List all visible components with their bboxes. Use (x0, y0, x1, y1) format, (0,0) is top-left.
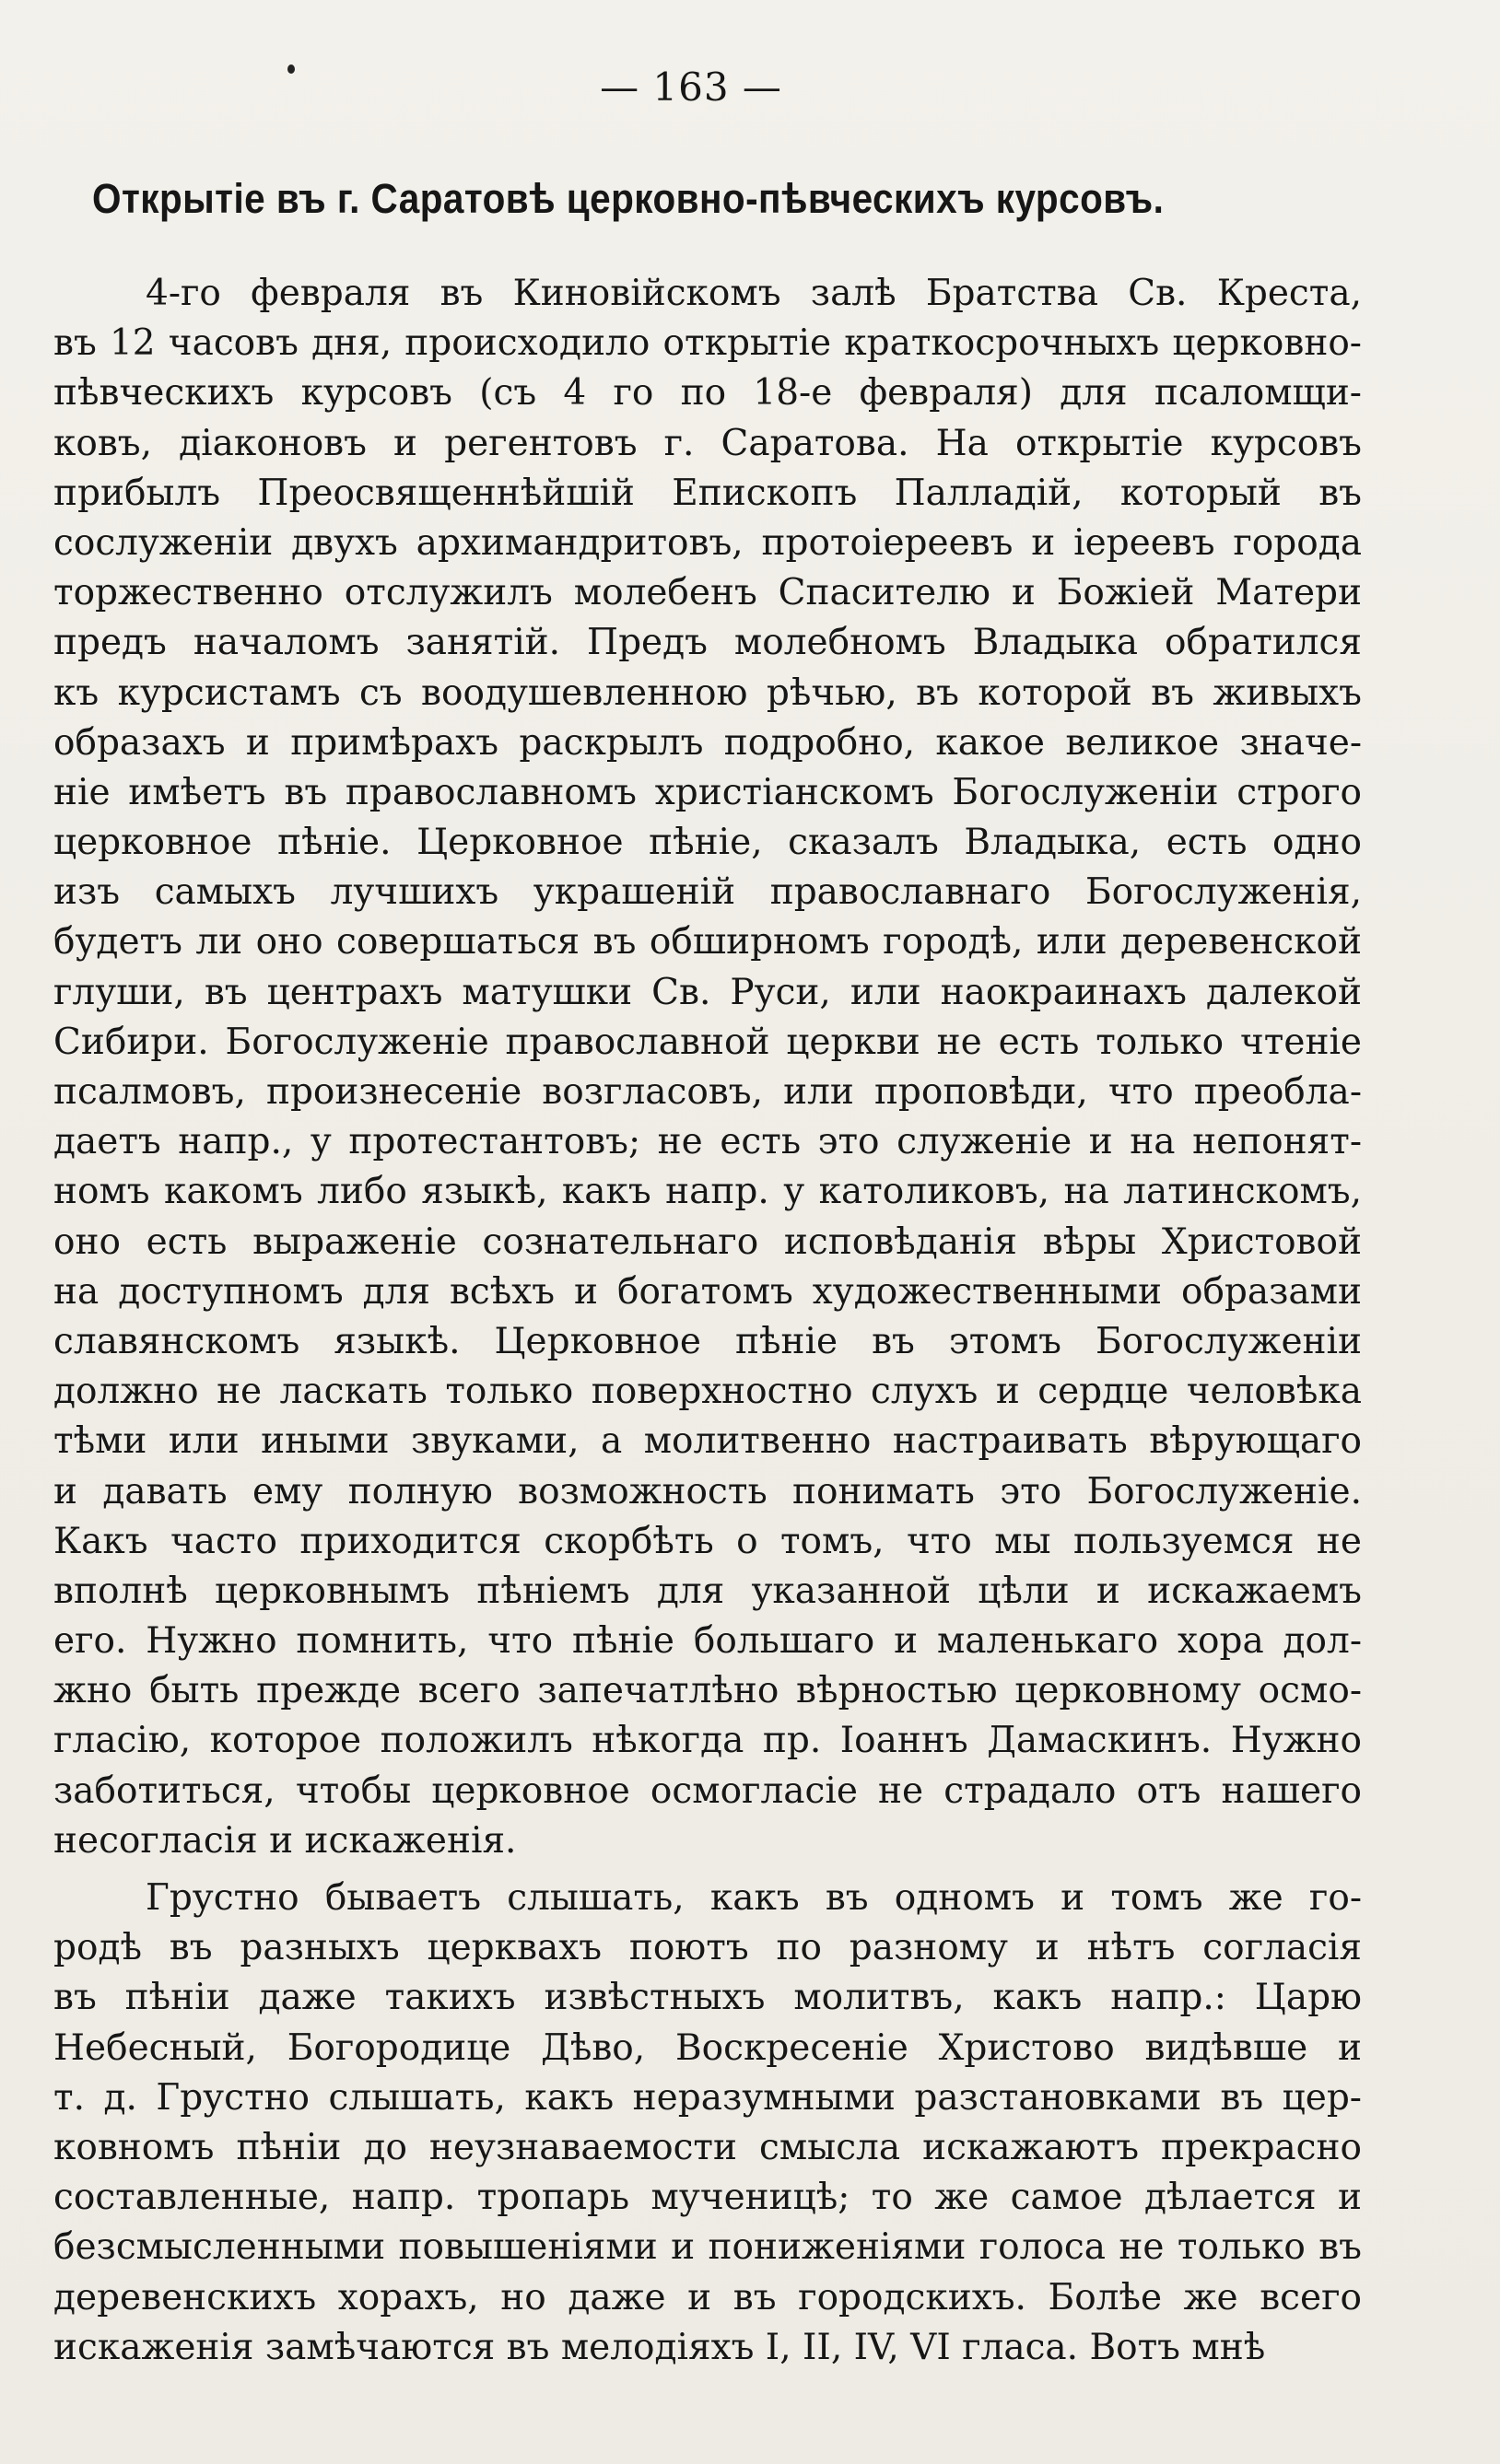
text-line: должно не ласкать только поверхностно слухъ и сердце человѣка (53, 1371, 1362, 1413)
text-line: тѣми или иными звуками, а молитвенно настраивать вѣрующаго (53, 1420, 1362, 1463)
text-line: составленные, напр. тропарь мученицѣ; то же самое дѣлается и (53, 2177, 1362, 2219)
text-line: глуши, въ центрахъ матушки Св. Руси, или наокраинахъ далекой (53, 971, 1362, 1013)
text-line: сослуженіи двухъ архимандритовъ, протоіереевъ и іереевъ города (53, 521, 1362, 564)
text-line: гласію, которое положилъ нѣкогда пр. Іоаннъ Дамаскинъ. Нужно (53, 1720, 1362, 1762)
text-line: несогласія и искаженія. (53, 1819, 517, 1862)
text-line: его. Нужно помнить, что пѣніе большаго и маленькаго хора дол- (53, 1620, 1362, 1663)
text-line: въ пѣніи даже такихъ извѣстныхъ молитвъ, какъ напр.: Царю (53, 1977, 1362, 2019)
text-line: прибылъ Преосвященнѣйшій Епископъ Палладій, который въ (53, 472, 1362, 514)
paragraph-gap (53, 1866, 1362, 1874)
text-line: жно быть прежде всего запечатлѣно вѣрностью церковному осмо- (53, 1670, 1362, 1712)
text-line: церковное пѣніе. Церковное пѣніе, сказалъ Владыка, есть одно (53, 822, 1362, 864)
article-title: Открытіе въ г. Саратовѣ церковно-пѣвческихъ курсовъ. (92, 175, 1165, 222)
text-line: пѣвческихъ курсовъ (съ 4 го по 18-е февраля) для псаломщи- (53, 372, 1362, 415)
text-line: т. д. Грустно слышать, какъ неразумными разстановками въ цер- (53, 2076, 1362, 2119)
text-line: безсмысленными повышеніями и пониженіями голоса не только въ (53, 2226, 1362, 2269)
text-line: вполнѣ церковнымъ пѣніемъ для указанной цѣли и искажаемъ (53, 1570, 1362, 1612)
text-line: къ курсистамъ съ воодушевленною рѣчью, въ которой въ живыхъ (53, 671, 1362, 714)
text-line: оно есть выраженіе сознательнаго исповѣданія вѣры Христовой (53, 1220, 1362, 1263)
text-line: ніе имѣетъ въ православномъ христіанскомъ Богослуженіи строго (53, 771, 1362, 813)
text-line: ковъ, діаконовъ и регентовъ г. Саратова. На открытіе курсовъ (53, 422, 1362, 464)
text-line: деревенскихъ хорахъ, но даже и въ городскихъ. Болѣе же всего (53, 2276, 1362, 2318)
text-line: на доступномъ для всѣхъ и богатомъ художественными образами (53, 1270, 1362, 1313)
text-line: даетъ напр., у протестантовъ; не есть это служеніе и на непонят- (53, 1121, 1362, 1163)
text-line: искаженія замѣчаются въ мелодіяхъ I, II, IV, VI гласа. Вотъ мнѣ (53, 2326, 1266, 2368)
text-line: Грустно бываетъ слышать, какъ въ одномъ и томъ же го- (146, 1877, 1362, 1919)
page-number: — 163 — (600, 64, 782, 110)
paragraph (53, 269, 1362, 1866)
text-line: предъ началомъ занятій. Предъ молебномъ Владыка обратился (53, 622, 1362, 664)
text-line: славянскомъ языкѣ. Церковное пѣніе въ этомъ Богослуженіи (53, 1320, 1362, 1362)
text-line: родѣ въ разныхъ церквахъ поютъ по разному и нѣтъ согласія (53, 1927, 1362, 1969)
text-line: ковномъ пѣніи до неузнаваемости смысла искажаютъ прекрасно (53, 2126, 1362, 2168)
paragraph (53, 1874, 1362, 2373)
text-line: торжественно отслужилъ молебенъ Спасителю и Божіей Матери (53, 572, 1362, 614)
text-line: Небесный, Богородице Дѣво, Воскресеніе Христово видѣвше и (53, 2026, 1362, 2069)
text-line: номъ какомъ либо языкѣ, какъ напр. у католиковъ, на латинскомъ, (53, 1171, 1362, 1213)
text-line: Сибири. Богослуженіе православной церкви не есть только чтеніе (53, 1021, 1362, 1063)
text-line: и давать ему полную возможность понимать это Богослуженіе. (53, 1470, 1362, 1512)
text-line: 4-го февраля въ Киновійскомъ залѣ Братства Св. Креста, (146, 273, 1362, 314)
text-line: въ 12 часовъ дня, происходило открытіе краткосрочныхъ церковно- (53, 322, 1362, 365)
text-line: изъ самыхъ лучшихъ украшеній православнаго Богослуженія, (53, 871, 1362, 914)
text-line: заботиться, чтобы церковное осмогласіе не страдало отъ нашего (53, 1769, 1362, 1812)
text-line: псалмовъ, произнесеніе возгласовъ, или проповѣди, что преобла- (53, 1071, 1362, 1113)
article-body (53, 269, 1362, 2373)
text-line: будетъ ли оно совершаться въ обширномъ городѣ, или деревенской (53, 921, 1362, 963)
text-line: Какъ часто приходится скорбѣть о томъ, что мы пользуемся не (53, 1520, 1362, 1562)
text-line: образахъ и примѣрахъ раскрылъ подробно, какое великое значе- (53, 721, 1362, 764)
